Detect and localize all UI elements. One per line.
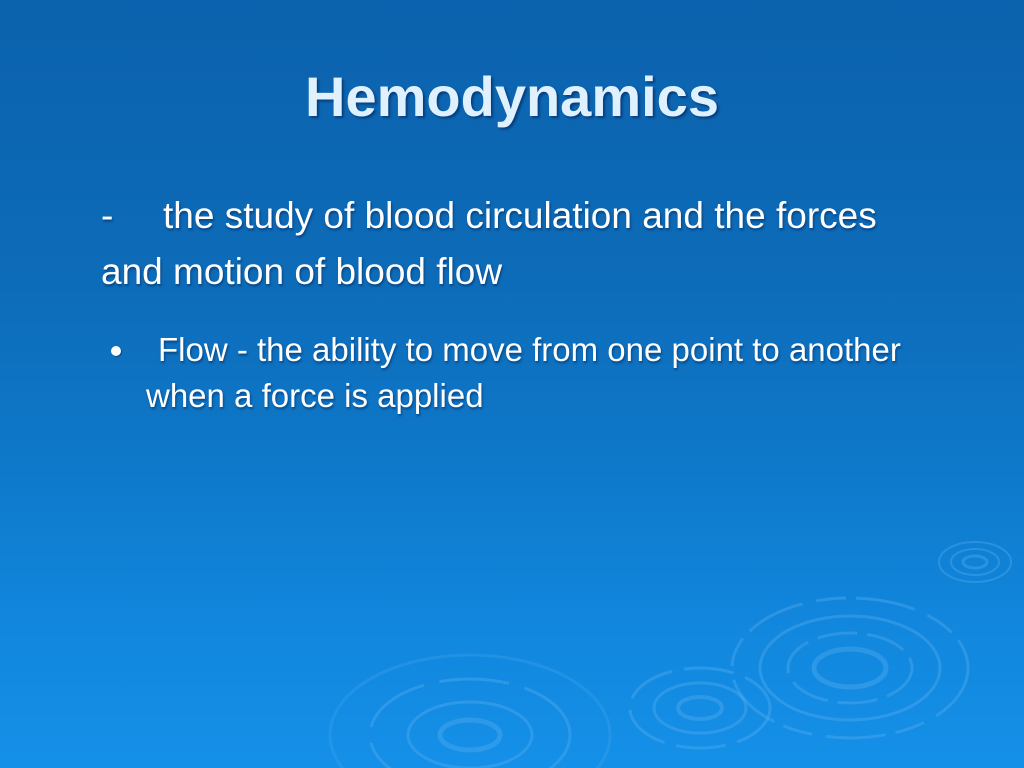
bullet-dot-icon [111,346,121,356]
ripple-small [939,542,1011,582]
bullet-text: Flow - the ability to move from one point to another when a force is applied [146,331,901,414]
bullet-list-item [111,327,921,419]
ripple-bottom [330,655,610,768]
ripple-middle [630,668,770,748]
slide-title: Hemodynamics [305,65,719,128]
definition-paragraph [101,188,931,300]
definition-text: the study of blood circulation and the forces and motion of blood flow [101,195,877,292]
definition-dash-marker: - [101,195,114,236]
